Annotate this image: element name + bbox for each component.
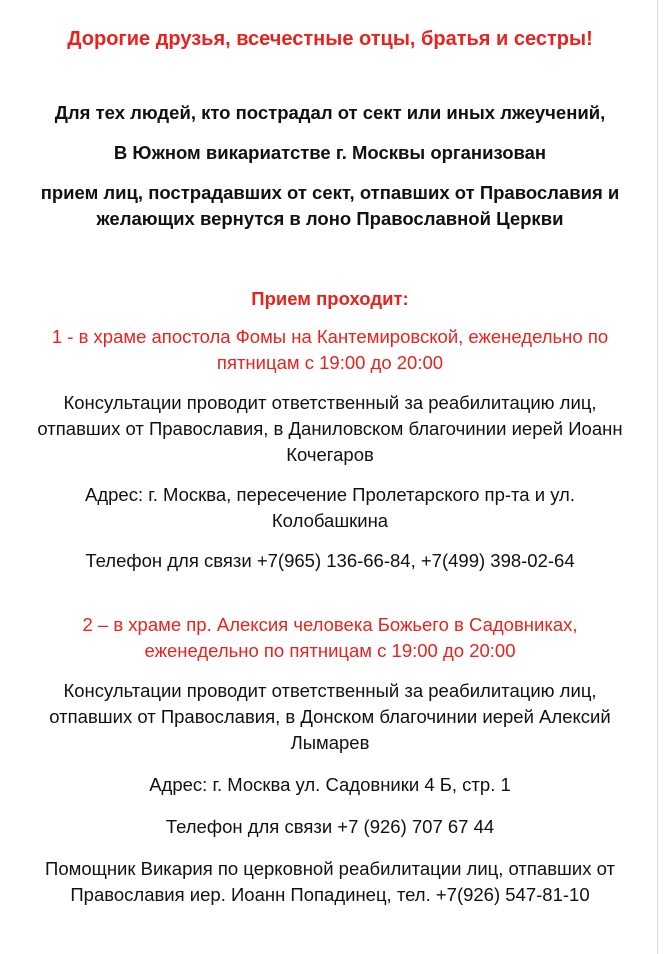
location-2-consult-c: Лымарев [290, 732, 370, 753]
location-1-consult-b: отпавших от Православия, в Даниловском благочинии иерей Иоанн [37, 418, 623, 439]
intro-line-3a: прием лиц, пострадавших от сект, отпавших от Православия и [40, 182, 620, 203]
schedule-heading: Прием проходит: [251, 288, 409, 309]
location-2-consult-b: отпавших от Православия, в Донском благочинии иерей Алексий [49, 706, 611, 727]
intro-block [0, 100, 660, 232]
location-1-title-a: 1 - в храме апостола Фомы на Кантемировской, еженедельно по [51, 326, 609, 347]
intro-line-3b: желающих вернутся в лоно Православной Церкви [96, 208, 564, 229]
location-1-section [0, 324, 660, 574]
location-2-address: Адрес: г. Москва ул. Садовники 4 Б, стр. 1 [149, 774, 511, 795]
location-1-address-b: Колобашкина [271, 510, 389, 531]
location-2-title-a: 2 – в храме пр. Алексия человека Божьего в Садовниках, [82, 614, 578, 635]
intro-line-2: В Южном викариатстве г. Москвы организован [113, 142, 547, 163]
location-1-title-b: пятницам с 19:00 до 20:00 [216, 352, 444, 373]
location-2-title-b: еженедельно по пятницам с 19:00 до 20:00 [144, 640, 516, 661]
intro-line-1: Для тех людей, кто пострадал от сект или иных лжеучений, [54, 102, 606, 123]
location-1-consult-a: Консультации проводит ответственный за реабилитацию лиц, [63, 392, 597, 413]
location-2-phone: Телефон для связи +7 (926) 707 67 44 [165, 816, 495, 837]
location-2-section [0, 612, 660, 840]
assistant-line-b: Православия иер. Иоанн Попадинец, тел. +7(926) 547-81-10 [70, 884, 590, 905]
assistant-line-a: Помощник Викария по церковной реабилитации лиц, отпавших от [45, 858, 615, 879]
greeting-heading: Дорогие друзья, всечестные отцы, братья и сестры! [67, 28, 593, 50]
location-1-consult-c: Кочегаров [286, 444, 374, 465]
location-1-address-a: Адрес: г. Москва, пересечение Пролетарского пр-та и ул. [85, 484, 575, 505]
location-1-phone: Телефон для связи +7(965) 136-66-84, +7(499) 398-02-64 [85, 550, 575, 571]
assistant-contact [0, 856, 660, 908]
location-2-consult-a: Консультации проводит ответственный за реабилитацию лиц, [63, 680, 597, 701]
